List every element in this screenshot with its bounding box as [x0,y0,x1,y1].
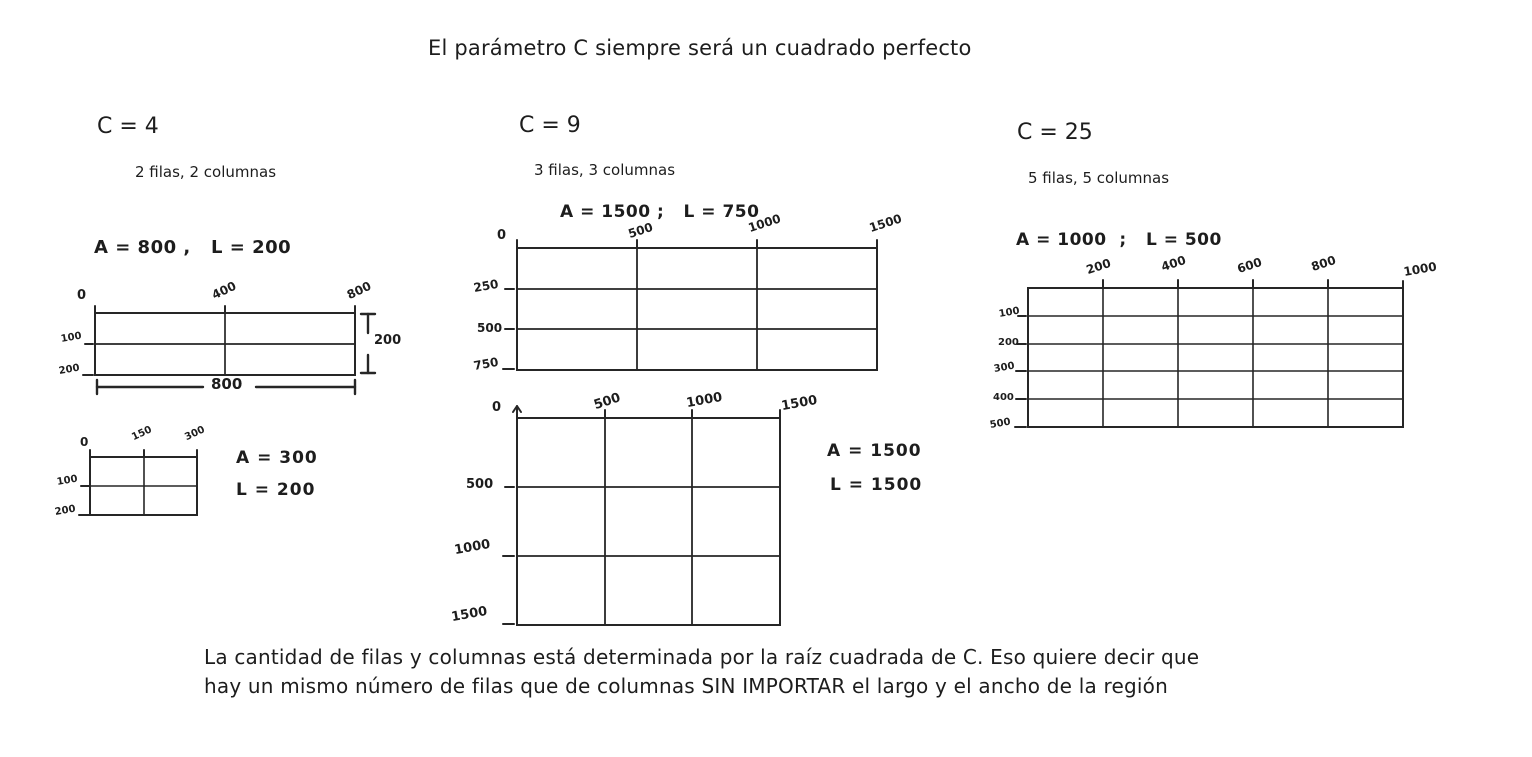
c4-grid1-top-label-0: 0 [77,288,87,303]
c4-grid2-side-area: A = 300 [236,448,318,468]
c9-grid1-top-label-0: 0 [497,228,507,243]
footer-line-2: hay un mismo número de filas que de columnas SIN IMPORTAR el largo y el ancho de la región [204,674,1168,698]
c9-grid2-lines [503,406,780,625]
c4-grid1-left-label-200: 200 [58,362,81,378]
c9-grid2-top-label-500: 500 [592,390,623,414]
c9-heading: C = 9 [519,113,581,138]
c25-grid-left-label-500: 500 [989,416,1012,432]
c25-grid-top-label-400: 400 [1159,252,1188,275]
c9-grid1-top-label-500: 500 [626,219,655,242]
c9-params: A = 1500 ; L = 750 [560,202,760,222]
c9-grid2-left-label-1000: 1000 [453,536,492,559]
c9-grid2-top-label-1500: 1500 [780,392,819,415]
c25-grid-top-label-200: 200 [1084,255,1113,278]
c4-grid1-left-label-100: 100 [60,330,83,346]
c9-grid1-left-label-750: 750 [472,354,500,374]
c9-grid1-top-label-1000: 1000 [746,211,783,236]
c4-grid1-top-label-800: 800 [344,278,374,303]
c4-grid1-top-label-400: 400 [209,278,239,303]
c4-grid1-lines [83,306,355,375]
c9-grid2-left-label-500: 500 [466,477,494,492]
c4-grid2-top-label-0: 0 [80,435,89,449]
c25-params: A = 1000 ; L = 500 [1016,230,1222,250]
c9-grid2-side-area: A = 1500 [827,441,922,461]
c4-grid2-lines [79,450,197,515]
c9-grid1-top-label-1500: 1500 [867,211,904,236]
c4-grid2-top-label-300: 300 [183,424,207,444]
c25-grid-left-label-200: 200 [998,337,1019,348]
page-title: El parámetro C siempre será un cuadrado perfecto [428,36,972,60]
c4-subheading: 2 filas, 2 columnas [135,163,277,181]
c4-grid2-left-label-200: 200 [54,503,77,519]
c4-params: A = 800 , L = 200 [94,237,292,258]
c25-subheading: 5 filas, 5 columnas [1028,169,1170,187]
c25-grid-lines [1015,280,1403,427]
footer-line-1: La cantidad de filas y columnas está determinada por la raíz cuadrada de C. Eso quiere decir que [204,645,1200,669]
c25-heading: C = 25 [1017,120,1093,145]
c9-grid2-left-label-1500: 1500 [450,603,489,626]
c9-grid2-side-length: L = 1500 [830,475,923,495]
c9-grid2-top-label-0: 0 [492,400,502,415]
c9-grid1-lines [503,240,877,370]
c9-grid1-left-label-250: 250 [472,276,500,296]
c4-grid1-width-dim-label: 800 [211,375,243,393]
c9-grid2-top-label-1000: 1000 [685,389,724,412]
c25-grid-top-label-600: 600 [1235,254,1264,277]
c25-grid-left-label-400: 400 [993,392,1014,403]
c4-grid1-height-bracket [361,314,375,373]
c25-grid-top-label-800: 800 [1309,252,1338,275]
c4-grid2-left-label-100: 100 [56,473,79,489]
c9-subheading: 3 filas, 3 columnas [534,161,676,179]
c4-grid2-top-label-150: 150 [130,424,154,444]
c4-grid2-side-length: L = 200 [236,480,316,500]
c25-grid-top-label-1000: 1000 [1402,259,1438,280]
c9-grid1-left-label-500: 500 [477,321,503,335]
c4-grid1-height-dim-label: 200 [374,333,402,348]
c25-grid-left-label-100: 100 [998,305,1021,321]
c4-heading: C = 4 [97,114,159,139]
c25-grid-left-label-300: 300 [993,360,1016,376]
